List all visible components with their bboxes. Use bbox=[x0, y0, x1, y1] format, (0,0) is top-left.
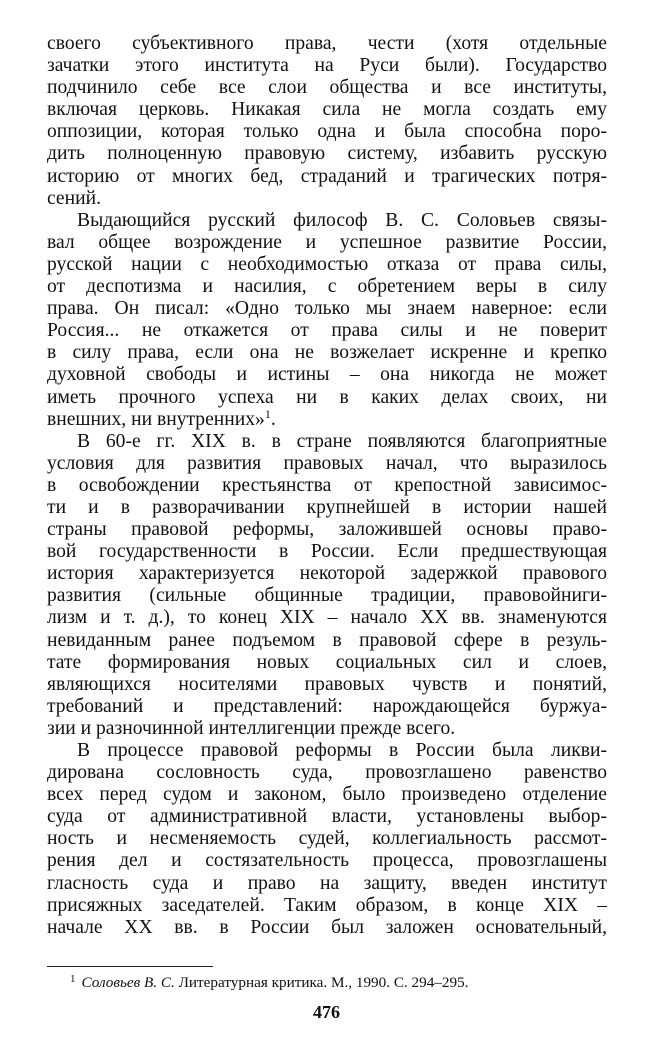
page-body bbox=[47, 33, 607, 939]
text-line: рения дел и состязательность процесса, провозглашены bbox=[47, 850, 607, 872]
text-line: сений. bbox=[47, 187, 101, 209]
text-line: суда от административной власти, установлены выбор- bbox=[47, 806, 607, 828]
paragraph-1 bbox=[47, 33, 607, 210]
text-line: невиданным ранее подъемом в правовой сфере в резуль- bbox=[47, 629, 607, 651]
footnote-divider bbox=[47, 966, 213, 967]
text-line: в силу права, если она не возжелает искренне и крепко bbox=[47, 342, 607, 364]
text-line: Россия... не откажется от права силы и не поверит bbox=[47, 320, 607, 342]
text-line: ти и в разворачивании крупнейшей в истории нашей bbox=[47, 496, 607, 518]
paragraph-2 bbox=[47, 210, 607, 431]
text-line: включая церковь. Никакая сила не могла создать ему bbox=[47, 99, 607, 121]
page-number: 476 bbox=[313, 1002, 340, 1022]
text-line: В процессе правовой реформы в России была ликви- bbox=[77, 740, 607, 761]
text-line: требований и представлений: нарождающейся буржуа- bbox=[47, 695, 607, 717]
text-line: В 60-е гг. XIX в. в стране появляются благоприятные bbox=[77, 430, 607, 452]
text-line-with-footnote-ref bbox=[47, 409, 607, 431]
footnote-text: Литературная критика. М., 1990. С. 294–295. bbox=[174, 974, 469, 991]
text-line: права. Он писал: «Одно только мы знаем наверное: если bbox=[47, 298, 607, 320]
text-line: русской нации с необходимостью отказа от права силы, bbox=[47, 253, 607, 275]
text-line: дирована сословность суда, провозглашено равенство bbox=[47, 762, 607, 784]
text-line: присяжных заседателей. Таким образом, в конце XIX – bbox=[47, 894, 607, 916]
text-line: развития (сильные общинные традиции, правовойниги- bbox=[47, 585, 607, 607]
text-line: начале XX вв. в России был заложен основательный, bbox=[47, 916, 607, 938]
text-line: лизм и т. д.), то конец XIX – начало XX вв. знаменуются bbox=[47, 607, 607, 629]
footnote-reference[interactable]: 1 bbox=[264, 408, 271, 421]
text-line: подчинило себе все слои общества и все институты, bbox=[47, 77, 607, 99]
text-line: зачатки этого института на Руси были). Государство bbox=[47, 55, 607, 77]
text-line: историю от многих бед, страданий и трагических потря- bbox=[47, 165, 607, 187]
footnote bbox=[70, 970, 610, 992]
text-line: внешних, ни внутренних» bbox=[47, 408, 265, 430]
text-line: условия для развития правовых начал, что выразилось bbox=[47, 452, 607, 474]
text-line: в освобождении крестьянства от крепостной зависимос- bbox=[47, 474, 607, 496]
text-line: Выдающийся русский философ В. С. Соловьев связы- bbox=[77, 209, 607, 231]
text-line: зии и разночинной интеллигенции прежде всего. bbox=[47, 717, 456, 739]
paragraph-4 bbox=[47, 740, 607, 939]
text-line: всех перед судом и законом, было произведено отделение bbox=[47, 784, 607, 806]
text-line: от деспотизма и насилия, с обретением веры в силу bbox=[47, 276, 607, 298]
text-punctuation: . bbox=[270, 408, 276, 430]
text-line: вал общее возрождение и успешное развитие России, bbox=[47, 231, 607, 253]
text-line: тате формирования новых социальных сил и слоев, bbox=[47, 651, 607, 673]
text-line: являющихся носителями правовых чувств и понятий, bbox=[47, 673, 607, 695]
text-line: история характеризуется некоторой задержкой правового bbox=[47, 563, 607, 585]
text-line: оппозиции, которая только одна и была способна поро- bbox=[47, 121, 607, 143]
paragraph-3 bbox=[47, 431, 607, 740]
footnote-mark: 1 bbox=[70, 973, 76, 985]
text-line: ность и несменяемость судей, коллегиальность рассмот- bbox=[47, 828, 607, 850]
text-line: своего субъективного права, чести (хотя отдельные bbox=[47, 33, 607, 54]
text-line: дить полноценную правовую систему, избавить русскую bbox=[47, 143, 607, 165]
text-line: страны правовой реформы, заложившей основы право- bbox=[47, 519, 607, 541]
text-line: гласность суда и право на защиту, введен институт bbox=[47, 872, 607, 894]
text-line: вой государственности в России. Если предшествующая bbox=[47, 541, 607, 563]
footnote-author: Соловьев В. С. bbox=[81, 974, 175, 991]
text-line: духовной свободы и истины – она никогда не может bbox=[47, 364, 607, 386]
text-line: иметь прочного успеха ни в каких делах своих, ни bbox=[47, 386, 607, 408]
